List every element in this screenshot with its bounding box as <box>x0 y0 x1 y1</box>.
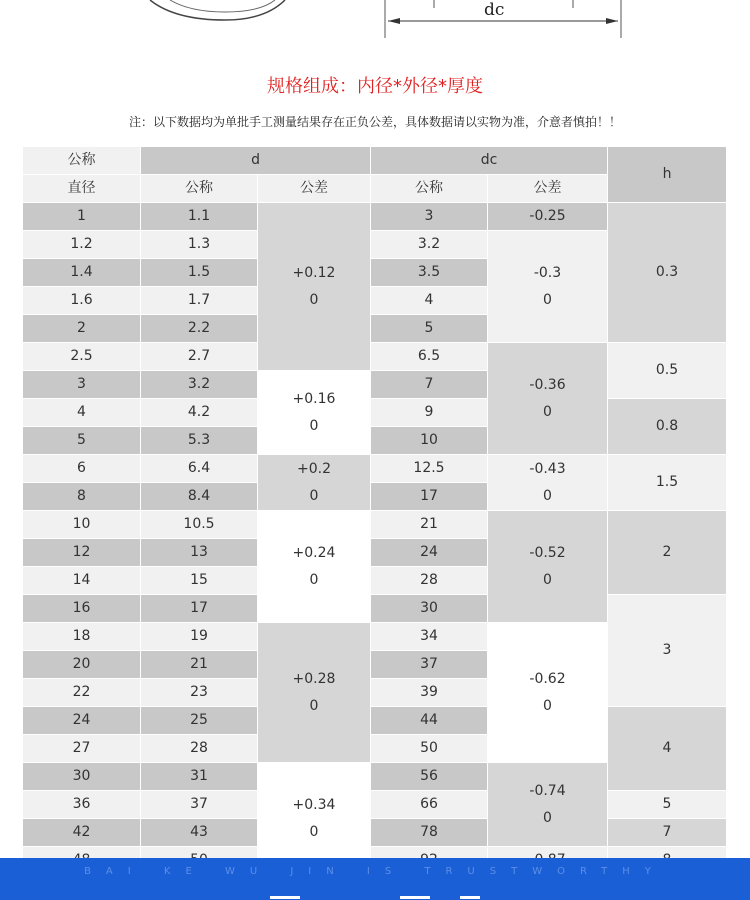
table-row <box>23 511 727 539</box>
cell-nominal-diameter: 27 <box>23 735 141 763</box>
cell-nominal-diameter: 30 <box>23 763 141 791</box>
cell-nominal-diameter: 14 <box>23 567 141 595</box>
cell-d-nominal: 1.1 <box>141 203 258 231</box>
cell-dc-nominal: 4 <box>371 287 488 315</box>
cell-d-nominal: 37 <box>141 791 258 819</box>
header-h: h <box>608 147 727 203</box>
cell-d-nominal: 5.3 <box>141 427 258 455</box>
cell-d-tolerance-lower: 0 <box>309 571 319 588</box>
cell-dc-nominal: 3 <box>371 203 488 231</box>
cell-nominal-diameter: 12 <box>23 539 141 567</box>
cell-dc-nominal: 12.5 <box>371 455 488 483</box>
cell-d-tolerance <box>258 371 371 455</box>
spec-table <box>22 146 727 875</box>
cell-dc-nominal: 66 <box>371 791 488 819</box>
cell-dc-tolerance-upper: -0.62 <box>529 670 566 687</box>
cell-d-tolerance <box>258 623 371 763</box>
cell-h-thickness: 3 <box>608 595 727 707</box>
cell-d-tolerance-upper: +0.34 <box>292 796 336 813</box>
cell-nominal-diameter: 36 <box>23 791 141 819</box>
cell-dc-tolerance-upper: -0.43 <box>529 460 566 477</box>
cell-d-tolerance-upper: +0.28 <box>292 670 336 687</box>
cell-d-nominal: 1.7 <box>141 287 258 315</box>
cell-d-tolerance <box>258 455 371 511</box>
cell-nominal-diameter: 22 <box>23 679 141 707</box>
cell-nominal-diameter: 1 <box>23 203 141 231</box>
cell-dc-nominal: 44 <box>371 707 488 735</box>
cell-dc-nominal: 50 <box>371 735 488 763</box>
cell-d-nominal: 1.5 <box>141 259 258 287</box>
cell-nominal-diameter: 1.4 <box>23 259 141 287</box>
cell-dc-tolerance-upper: -0.3 <box>533 264 562 281</box>
cell-dc-tolerance-lower: 0 <box>543 809 552 826</box>
cell-dc-nominal: 37 <box>371 651 488 679</box>
footer-banner <box>0 858 750 900</box>
spec-table-body <box>23 147 727 875</box>
header-nominal-top: 公称 <box>23 147 141 175</box>
cell-d-nominal: 2.2 <box>141 315 258 343</box>
cell-dc-nominal: 3.2 <box>371 231 488 259</box>
cell-dc-tolerance-lower: 0 <box>543 403 552 420</box>
cell-h-thickness: 4 <box>608 707 727 791</box>
table-row <box>23 791 727 819</box>
cell-dc-nominal: 17 <box>371 483 488 511</box>
cell-nominal-diameter: 10 <box>23 511 141 539</box>
cell-dc-nominal: 5 <box>371 315 488 343</box>
header-d-tolerance: 公差 <box>258 175 371 203</box>
cell-nominal-diameter: 8 <box>23 483 141 511</box>
cell-dc-tolerance-upper: -0.25 <box>529 208 566 224</box>
cell-d-nominal: 13 <box>141 539 258 567</box>
cell-nominal-diameter: 1.6 <box>23 287 141 315</box>
cell-h-thickness: 0.5 <box>608 343 727 399</box>
table-row <box>23 707 727 735</box>
cell-d-nominal: 19 <box>141 623 258 651</box>
cell-dc-tolerance-lower: 0 <box>543 571 552 588</box>
cell-dc-tolerance <box>488 231 608 343</box>
cell-d-tolerance-lower: 0 <box>309 417 319 434</box>
cell-d-nominal: 21 <box>141 651 258 679</box>
cell-dc-tolerance-lower: 0 <box>543 291 552 308</box>
cell-h-thickness: 0.8 <box>608 399 727 455</box>
cell-d-tolerance-upper: +0.2 <box>297 460 331 477</box>
dimension-drawing <box>0 0 750 60</box>
cell-dc-nominal: 6.5 <box>371 343 488 371</box>
cell-d-nominal: 10.5 <box>141 511 258 539</box>
washer-drawing <box>0 0 750 60</box>
cell-nominal-diameter: 3 <box>23 371 141 399</box>
cell-d-tolerance-lower: 0 <box>309 487 319 504</box>
header-nominal-bottom: 直径 <box>23 175 141 203</box>
header-d: d <box>141 147 371 175</box>
cell-dc-tolerance <box>488 623 608 763</box>
header-dc-nominal: 公称 <box>371 175 488 203</box>
cell-dc-nominal: 28 <box>371 567 488 595</box>
cell-dc-nominal: 24 <box>371 539 488 567</box>
cell-dc-nominal: 10 <box>371 427 488 455</box>
table-row <box>23 595 727 623</box>
cell-d-tolerance-lower: 0 <box>309 823 319 840</box>
cell-nominal-diameter: 4 <box>23 399 141 427</box>
cell-dc-nominal: 56 <box>371 763 488 791</box>
cell-dc-tolerance-lower: 0 <box>543 487 552 504</box>
cell-dc-tolerance-upper: -0.52 <box>529 544 566 561</box>
cell-d-tolerance-lower: 0 <box>309 697 319 714</box>
cell-nominal-diameter: 2.5 <box>23 343 141 371</box>
cell-dc-tolerance <box>488 511 608 623</box>
cell-h-thickness: 7 <box>608 819 727 847</box>
cell-d-nominal: 43 <box>141 819 258 847</box>
cell-d-nominal: 17 <box>141 595 258 623</box>
cell-dc-nominal: 21 <box>371 511 488 539</box>
cell-nominal-diameter: 18 <box>23 623 141 651</box>
cell-d-nominal: 1.3 <box>141 231 258 259</box>
cell-nominal-diameter: 42 <box>23 819 141 847</box>
cell-h-thickness: 2 <box>608 511 727 595</box>
cell-dc-nominal: 3.5 <box>371 259 488 287</box>
table-row <box>23 343 727 371</box>
spec-title: 规格组成：内径*外径*厚度 <box>267 76 483 97</box>
cell-d-tolerance <box>258 511 371 623</box>
measurement-note: 注：以下数据均为单批手工测量结果存在正负公差，具体数据请以实物为准，介意者慎拍！！ <box>128 115 621 129</box>
table-row <box>23 819 727 847</box>
cell-d-nominal: 8.4 <box>141 483 258 511</box>
header-dc: dc <box>371 147 608 175</box>
cell-dc-nominal: 34 <box>371 623 488 651</box>
cell-d-nominal: 23 <box>141 679 258 707</box>
cell-dc-tolerance <box>488 203 608 231</box>
cell-nominal-diameter: 20 <box>23 651 141 679</box>
cell-h-thickness: 5 <box>608 791 727 819</box>
cell-nominal-diameter: 16 <box>23 595 141 623</box>
cell-d-tolerance-upper: +0.12 <box>292 264 336 281</box>
cell-d-nominal: 6.4 <box>141 455 258 483</box>
cell-nominal-diameter: 24 <box>23 707 141 735</box>
cell-h-thickness: 0.3 <box>608 203 727 343</box>
cell-nominal-diameter: 1.2 <box>23 231 141 259</box>
banner-slogan: BAI KE WU JIN IS TRUSTWORTHY <box>84 866 666 877</box>
cell-d-tolerance-lower: 0 <box>309 291 319 308</box>
table-row <box>23 399 727 427</box>
cell-d-nominal: 2.7 <box>141 343 258 371</box>
header-d-nominal: 公称 <box>141 175 258 203</box>
cell-d-nominal: 15 <box>141 567 258 595</box>
cell-nominal-diameter: 5 <box>23 427 141 455</box>
cell-nominal-diameter: 6 <box>23 455 141 483</box>
cell-dc-nominal: 30 <box>371 595 488 623</box>
cell-dc-tolerance <box>488 455 608 511</box>
dimension-label-dc: dc <box>484 0 505 20</box>
cell-d-nominal: 28 <box>141 735 258 763</box>
cell-d-tolerance-upper: +0.16 <box>292 390 336 407</box>
cell-dc-tolerance-lower: 0 <box>543 697 552 714</box>
cell-nominal-diameter: 2 <box>23 315 141 343</box>
header-row-1 <box>23 147 727 175</box>
cell-dc-nominal: 7 <box>371 371 488 399</box>
cell-dc-nominal: 39 <box>371 679 488 707</box>
cell-dc-tolerance-upper: -0.36 <box>529 376 566 393</box>
cell-d-nominal: 4.2 <box>141 399 258 427</box>
cell-dc-tolerance <box>488 763 608 847</box>
cell-d-nominal: 3.2 <box>141 371 258 399</box>
cell-d-tolerance <box>258 203 371 371</box>
cell-dc-nominal: 9 <box>371 399 488 427</box>
cell-d-tolerance-upper: +0.24 <box>292 544 336 561</box>
header-dc-tolerance: 公差 <box>488 175 608 203</box>
cell-h-thickness: 1.5 <box>608 455 727 511</box>
cell-dc-tolerance-upper: -0.74 <box>529 782 566 799</box>
table-row <box>23 203 727 231</box>
table-row <box>23 455 727 483</box>
banner-decoration <box>270 894 480 900</box>
cell-d-nominal: 25 <box>141 707 258 735</box>
cell-dc-nominal: 78 <box>371 819 488 847</box>
cell-dc-tolerance <box>488 343 608 455</box>
cell-d-nominal: 31 <box>141 763 258 791</box>
